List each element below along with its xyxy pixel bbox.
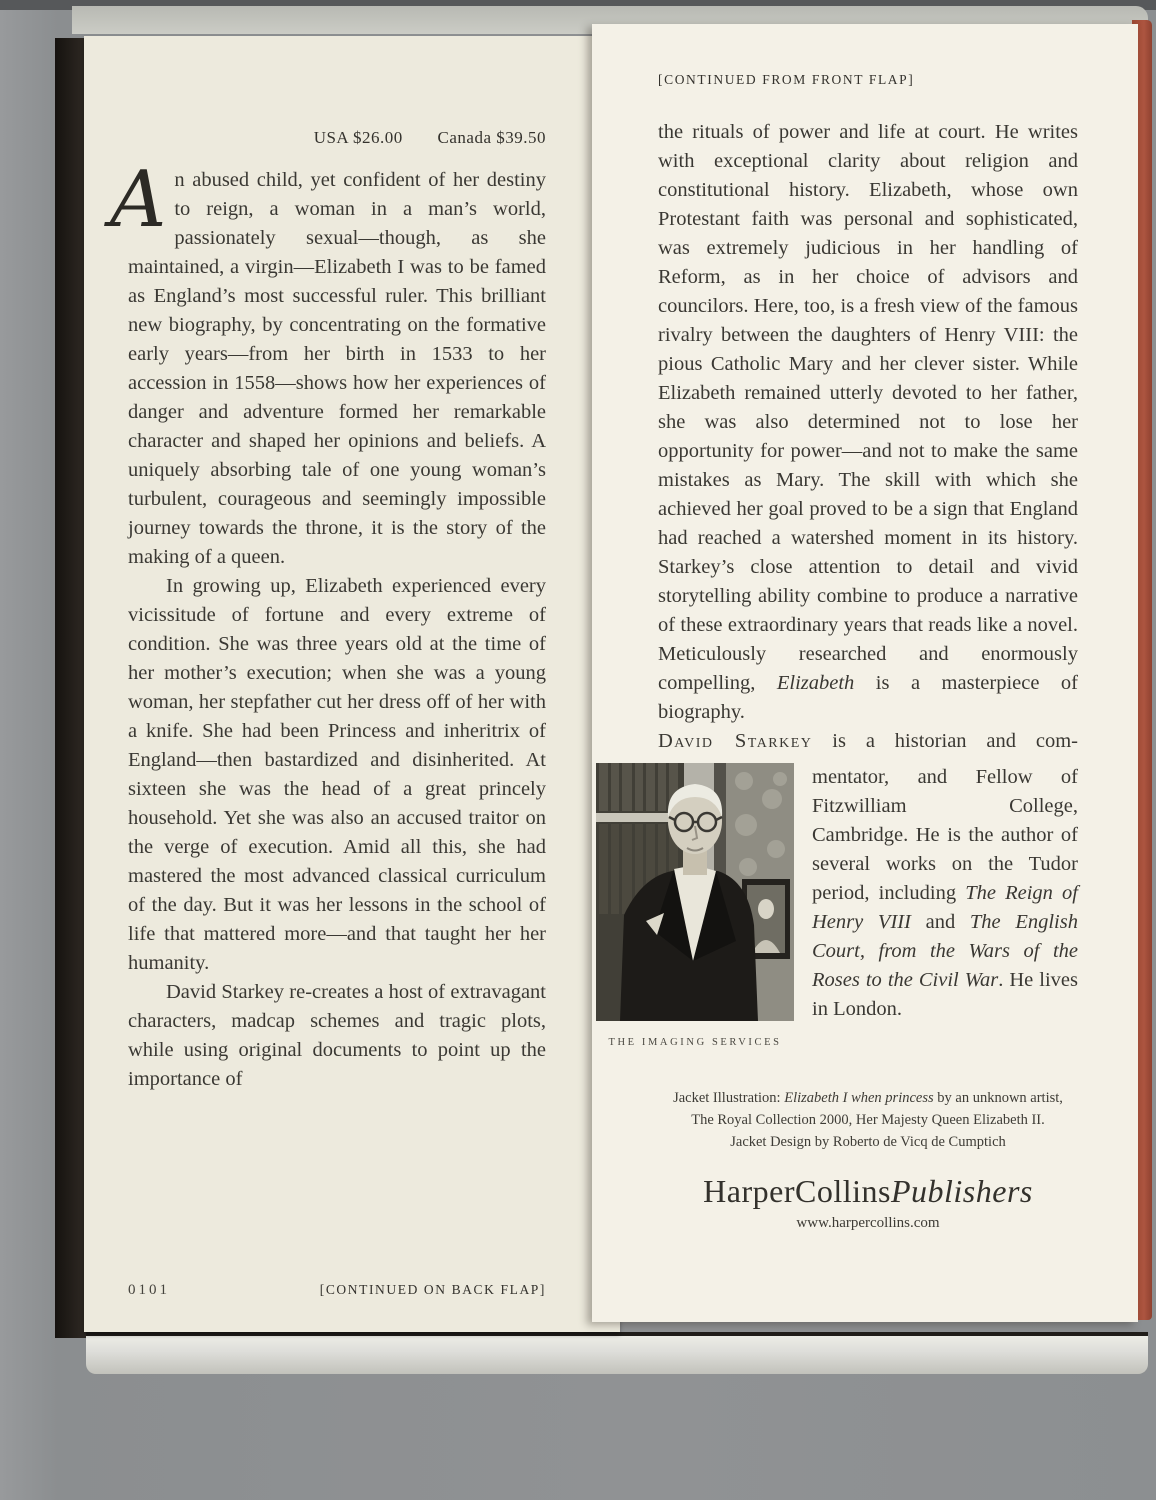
author-bio-row [608,763,1079,1057]
author-photo-column [596,763,794,1057]
author-photo-credit: THE IMAGING SERVICES [608,1037,782,1048]
front-flap-paragraph-1 [110,155,546,572]
jacket-illustration-credit: Jacket Illustration: Elizabeth I when princess by an unknown artist, [673,1090,1063,1106]
paragraph-1-text: n abused child, yet confident of her destiny to reign, a woman in a man’s world, passionately sexual—though, as she maintained, a virgin—Elizabeth I was to be famed as England’s most successful ruler. This brilliant new biography, by concentrating on the formative early years—from her birth in 1533 to her accession in 1558—shows how her experiences of danger and adventure formed her remarkable character and shaped her opinions and beliefs. A uniquely absorbing tale of one young woman’s turbulent, courageous and seemingly impossible journey towards the throne, it is the story of the making of a queen. [128,169,546,568]
front-flap-paragraph-3: David Starkey re-creates a host of extravagant characters, madcap schemes and tragic plots, while using original documents to point up the importance of [128,981,546,1090]
continued-on-back-flap-tag: [CONTINUED ON BACK FLAP] [319,1282,546,1297]
book-bottom-edge [86,1332,1148,1374]
price-usa: USA $26.00 [313,128,403,147]
drop-cap-letter: A [110,155,167,245]
continued-from-front-flap-tag: [CONTINUED FROM FRONT FLAP] [658,72,915,87]
jacket-credits [658,1087,1078,1153]
front-flap-body [110,155,546,1094]
author-photo [596,763,794,1021]
front-flap-paragraph-2: In growing up, Elizabeth experienced every vicissitude of fortune and every extreme of condition. She was three years old at the time of her mother’s execution; when she was a young woman, her stepfather cut her dress off of her with a knife. She had been Princess and inheritrix of England—then bastardized and disinherited. At sixteen she was the head of a great princely household. Yet she was also an accused traitor on the verge of execution. Amid all this, she had mastered the most advanced classical curriculum of the day. But it was her lessons in the school of life that mattered more—and that taught her her humanity. [128,575,546,974]
front-flap-footer [128,1282,546,1299]
author-bio-lead: David Starkey is a historian and com- [658,730,1079,752]
royal-collection-credit: The Royal Collection 2000, Her Majesty Queen Elizabeth II. [691,1112,1045,1128]
back-flap-paragraph: the rituals of power and life at court. He writes with exceptional clarity about religion and constitutional history. Elizabeth, whose own Protestant faith was personal and sophisticated, was extremely judicious in her handling of Reform, as in her choice of advisors and councilors. Here, too, is a fresh view of the famous rivalry between the daughters of Henry VIII: the pious Catholic Mary and her clever sister. While Elizabeth remained utterly devoted to her father, she was also determined not to lose her opportunity for power—and not to make the same mistakes as Mary. The skill with which she achieved her goal proved to be a sign that England had reached a watershed moment in its history. Starkey’s close attention to detail and vivid storytelling ability combine to produce a narrative of these extraordinary years that reads like a novel. Meticulously researched and enormously compelling, Elizabeth is a masterpiece of biography. [658,121,1079,723]
author-bio-text: mentator, and Fellow of Fitzwilliam College, Cambridge. He is the author of several works on the Tudor period, including The Reign of Henry VIII and The English Court, from the Wars of the Roses to the Civil War. He lives in London. [812,766,1079,1020]
price-canada: Canada $39.50 [437,128,546,147]
front-flap-code: 0101 [128,1282,170,1298]
publisher-website: www.harpercollins.com [796,1215,940,1231]
jacket-design-credit: Jacket Design by Roberto de Vicq de Cumptich [730,1134,1006,1150]
back-flap [592,24,1138,1322]
back-flap-body [608,118,1079,1238]
price-line [128,128,546,148]
publisher-wordmark: HarperCollinsPublishers [703,1173,1033,1209]
front-flap [84,36,620,1332]
